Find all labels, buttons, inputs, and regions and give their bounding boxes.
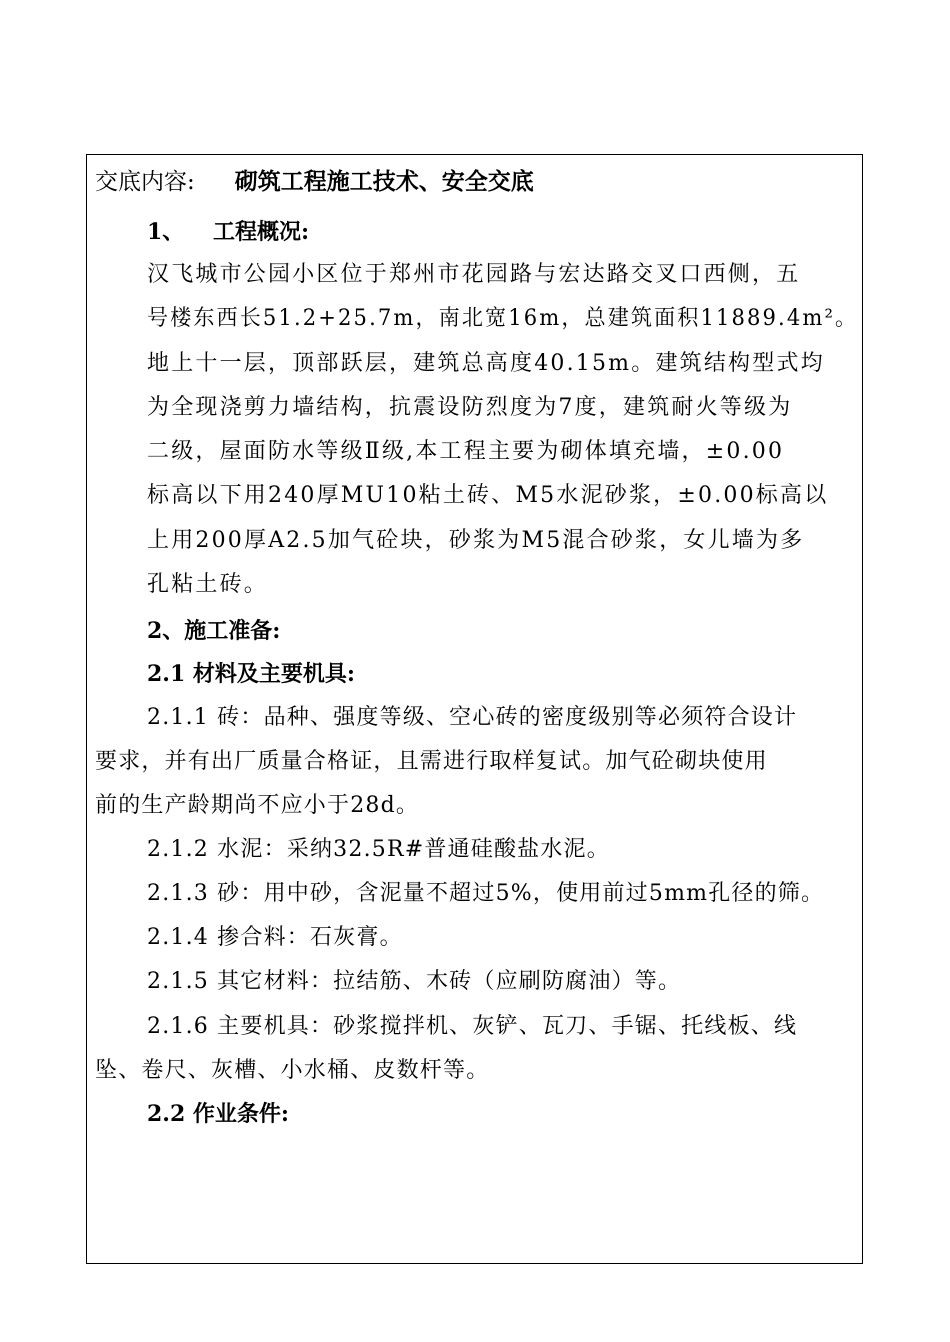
item-2-1-1-line: 要求，并有出厂质量合格证，且需进行取样复试。加气砼砌块使用	[95, 749, 768, 774]
section1-line: 标高以下用240厚MU10粘土砖、M5水泥砂浆，±0.00标高以	[147, 483, 829, 508]
section1-line: 上用200厚A2.5加气砼块，砂浆为M5混合砂浆，女儿墙为多	[147, 528, 805, 553]
item-2-1-3: 2.1.3 砂：用中砂，含泥量不超过5%，使用前过5mm孔径的筛。	[147, 881, 825, 906]
item-2-1-5: 2.1.5 其它材料：拉结筋、木砖（应刷防腐油）等。	[147, 969, 682, 994]
item-2-1-4: 2.1.4 掺合料：石灰膏。	[147, 925, 403, 950]
item-2-1-6-line: 2.1.6 主要机具：砂浆搅拌机、灰铲、瓦刀、手锯、托线板、线	[147, 1014, 798, 1039]
section1-line: 孔粘土砖。	[147, 572, 269, 597]
item-2-1-1-line: 前的生产龄期尚不应小于28d。	[95, 793, 420, 818]
section1-heading	[147, 216, 309, 248]
section1-heading-text: 工程概况:	[213, 219, 310, 245]
header-title: 砌筑工程施工技术、安全交底	[234, 168, 534, 195]
item-2-1-6-line: 坠、卷尺、灰槽、小水桶、皮数杆等。	[95, 1058, 490, 1083]
subsection-2-1-heading: 2.1 材料及主要机具:	[147, 661, 356, 687]
section2-heading: 2、施工准备:	[147, 618, 281, 644]
section1-line: 号楼东西长51.2+25.7m，南北宽16m，总建筑面积11889.4m²。	[147, 306, 859, 331]
subsection-2-2-heading: 2.2 作业条件:	[147, 1101, 290, 1127]
header-label: 交底内容:	[95, 169, 195, 195]
item-2-1-2: 2.1.2 水泥：采纳32.5R#普通硅酸盐水泥。	[147, 837, 610, 862]
section1-number: 1、	[147, 219, 185, 245]
section1-line: 为全现浇剪力墙结构，抗震设防烈度为7度，建筑耐火等级为	[147, 395, 793, 420]
section1-line: 汉飞城市公园小区位于郑州市花园路与宏达路交叉口西侧，五	[147, 262, 801, 287]
item-2-1-1-line: 2.1.1 砖：品种、强度等级、空心砖的密度级别等必须符合设计	[147, 705, 798, 730]
header-row	[95, 166, 534, 198]
section1-line: 地上十一层，顶部跃层，建筑总高度40.15m。建筑结构型式均	[147, 351, 825, 376]
section1-line: 二级，屋面防水等级Ⅱ级,本工程主要为砌体填充墙，±0.00	[147, 439, 785, 464]
